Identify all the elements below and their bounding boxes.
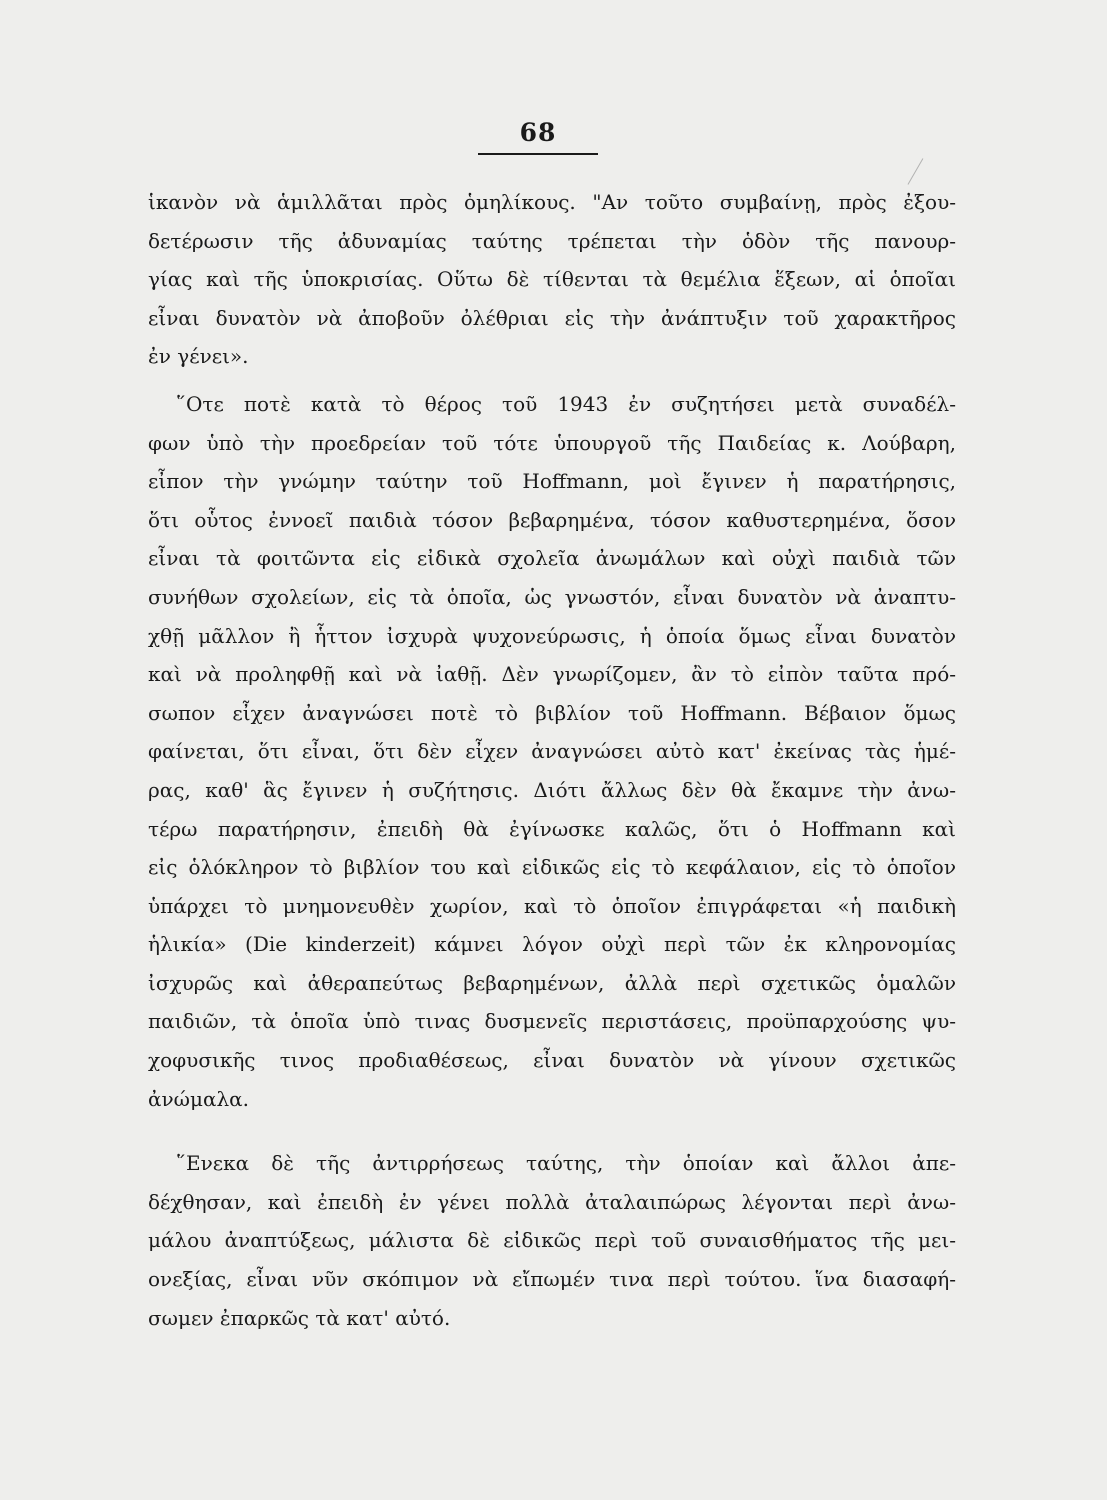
page-number-rule bbox=[478, 153, 598, 155]
text-line: ἱκανὸν νὰ ἁμιλλᾶται πρὸς ὁμηλίκους. "Αν τοῦτο συμβαίνῃ, πρὸς ἐξου- bbox=[148, 190, 956, 214]
text-line: δετέρωσιν τῆς ἀδυναμίας ταύτης τρέπεται τὴν ὁδὸν τῆς πανουρ- bbox=[148, 228, 956, 253]
page-number: 68 bbox=[519, 118, 557, 147]
paragraph bbox=[148, 1144, 956, 1337]
text-line: μάλου ἀναπτύξεως, μάλιστα δὲ εἰδικῶς περὶ τοῦ συναισθήματος τῆς μει- bbox=[148, 1228, 956, 1253]
text-line: ῞Ενεκα δὲ τῆς ἀντιρρήσεως ταύτης, τὴν ὁποίαν καὶ ἄλλοι ἀπε- bbox=[176, 1151, 956, 1176]
paragraph-gap bbox=[148, 1118, 956, 1144]
text-line: φων ὑπὸ τὴν προεδρείαν τοῦ τότε ὑπουργοῦ τῆς Παιδείας κ. Λούβαρη, bbox=[148, 430, 956, 455]
text-line: σωμεν ἐπαρκῶς τὰ κατ' αὐτό. bbox=[148, 1305, 451, 1330]
text-line: εἶναι δυνατὸν νὰ ἀποβοῦν ὀλέθριαι εἰς τὴν ἀνάπτυξιν τοῦ χαρακτῆρος bbox=[148, 305, 956, 330]
text-line: ἡλικία» (Die kinderzeit) κάμνει λόγον οὐχὶ περὶ τῶν ἐκ κληρονομίας bbox=[148, 932, 956, 957]
text-line: ῞Οτε ποτὲ κατὰ τὸ θέρος τοῦ 1943 ἐν συζητήσει μετὰ συναδέλ- bbox=[176, 391, 956, 416]
text-line: καὶ νὰ προληφθῇ καὶ νὰ ἰαθῇ. Δὲν γνωρίζομεν, ἂν τὸ εἰπὸν ταῦτα πρό- bbox=[148, 662, 956, 687]
paragraph-gap bbox=[148, 376, 956, 385]
text-line: ὅτι οὗτος ἐννοεῖ παιδιὰ τόσον βεβαρημένα, τόσον καθυστερημένα, ὅσον bbox=[148, 507, 956, 532]
text-line: ἀνώμαλα. bbox=[148, 1086, 250, 1111]
paragraph bbox=[148, 183, 956, 376]
text-line: ρας, καθ' ἃς ἔγινεν ἡ συζήτησις. Διότι ἄλλως δὲν θὰ ἔκαμνε τὴν ἀνω- bbox=[148, 777, 956, 802]
text-line: συνήθων σχολείων, εἰς τὰ ὁποῖα, ὡς γνωστόν, εἶναι δυνατὸν νὰ ἀναπτυ- bbox=[148, 584, 956, 609]
paragraph bbox=[148, 385, 956, 1118]
text-line: δέχθησαν, καὶ ἐπειδὴ ἐν γένει πολλὰ ἀταλαιπώρως λέγονται περὶ ἀνω- bbox=[148, 1189, 956, 1214]
text-line: ἰσχυρῶς καὶ ἀθεραπεύτως βεβαρημένων, ἀλλὰ περὶ σχετικῶς ὁμαλῶν bbox=[148, 970, 956, 995]
text-line: ὑπάρχει τὸ μνημονευθὲν χωρίον, καὶ τὸ ὁποῖον ἐπιγράφεται «ἡ παιδικὴ bbox=[148, 893, 956, 918]
text-line: ἐν γένει». bbox=[148, 344, 249, 369]
text-line: χοφυσικῆς τινος προδιαθέσεως, εἶναι δυνατὸν νὰ γίνουν σχετικῶς bbox=[148, 1048, 956, 1073]
text-line: εἰς ὁλόκληρον τὸ βιβλίον του καὶ εἰδικῶς εἰς τὸ κεφάλαιον, εἰς τὸ ὁποῖον bbox=[148, 855, 956, 880]
text-line: γίας καὶ τῆς ὑποκρισίας. Οὕτω δὲ τίθενται τὰ θεμέλια ἕξεων, αἱ ὁποῖαι bbox=[148, 267, 956, 292]
body-text bbox=[148, 183, 956, 1337]
text-line: χθῇ μᾶλλον ἢ ἧττον ἰσχυρὰ ψυχονεύρωσις, ἡ ὁποία ὅμως εἶναι δυνατὸν bbox=[148, 623, 956, 648]
text-line: εἶναι τὰ φοιτῶντα εἰς εἰδικὰ σχολεῖα ἀνωμάλων καὶ οὐχὶ παιδιὰ τῶν bbox=[148, 546, 956, 571]
text-line: εἶπον τὴν γνώμην ταύτην τοῦ Hoffmann, μοὶ ἔγινεν ἡ παρατήρησις, bbox=[148, 469, 956, 494]
text-line: ονεξίας, εἶναι νῦν σκόπιμον νὰ εἴπωμέν τινα περὶ τούτου. ἵνα διασαφή- bbox=[148, 1267, 956, 1292]
text-line: φαίνεται, ὅτι εἶναι, ὅτι δὲν εἶχεν ἀναγνώσει αὐτὸ κατ' ἐκείνας τὰς ἡμέ- bbox=[148, 739, 956, 764]
text-line: παιδιῶν, τὰ ὁποῖα ὑπὸ τινας δυσμενεῖς περιστάσεις, προϋπαρχούσης ψυ- bbox=[148, 1009, 956, 1034]
text-line: τέρω παρατήρησιν, ἐπειδὴ θὰ ἐγίνωσκε καλῶς, ὅτι ὁ Hoffmann καὶ bbox=[148, 816, 956, 841]
text-line: σωπον εἶχεν ἀναγνώσει ποτὲ τὸ βιβλίον τοῦ Hoffmann. Βέβαιον ὅμως bbox=[148, 700, 956, 725]
